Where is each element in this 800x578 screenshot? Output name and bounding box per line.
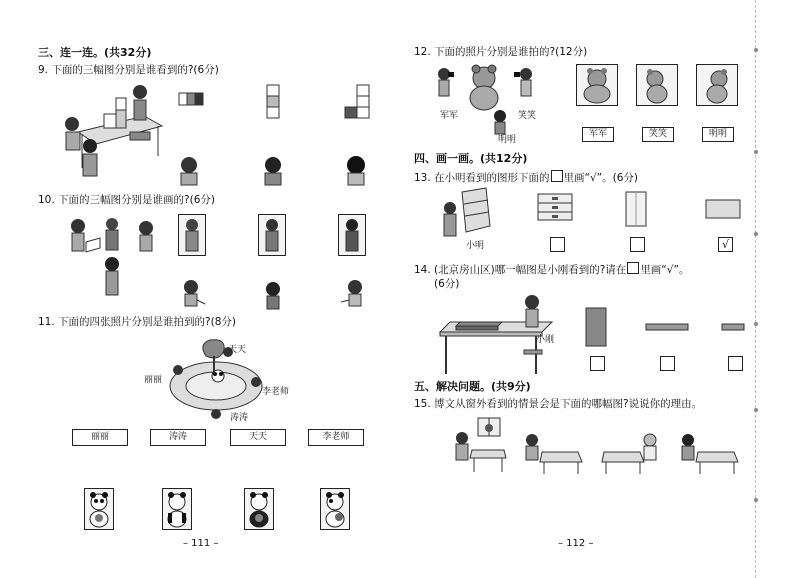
q10-child-drawing-1: [180, 278, 206, 308]
q11-label-tiantian: 天天: [228, 345, 247, 355]
q13-option-cabinet-drawers: [536, 192, 574, 226]
q11-name-box-lili[interactable]: 丽丽: [72, 429, 128, 446]
q13-checkbox-2[interactable]: [630, 237, 645, 252]
q14-text-suffix: 里画“√”。: [640, 264, 690, 276]
binding-margin-line: [755, 0, 756, 578]
q13-checkbox-1[interactable]: [550, 237, 565, 252]
q13-text-suffix: 里画“√”。(6分): [563, 172, 638, 184]
q10-picture-3: [338, 214, 366, 256]
section5-title: 五、解决问题。(共9分): [414, 380, 531, 393]
q15-scene-window: [448, 414, 508, 476]
q12-name-box-xiaoxiao[interactable]: 笑笑: [642, 127, 674, 142]
binding-dot: [754, 150, 758, 154]
q12-photo-bear-front: [576, 64, 618, 106]
q11-photo-panda-3: [244, 488, 274, 530]
q14-points: (6分): [434, 278, 460, 290]
q10-picture-1: [178, 214, 206, 256]
q12-photo-bear-side: [636, 64, 678, 106]
q14-option-tall-rect: [584, 306, 608, 348]
q12-name-box-mingming[interactable]: 明明: [702, 127, 734, 142]
q14-checkbox-3[interactable]: [728, 356, 743, 371]
q13-option-cabinet-side: [624, 190, 648, 230]
q11-name-box-taotao[interactable]: 涛涛: [150, 429, 206, 446]
q12-text: 12. 下面的照片分别是谁拍的?(12分): [414, 46, 588, 58]
q9-view-b: [266, 84, 280, 120]
q12-photo-bear-back: [696, 64, 738, 106]
q12-label-junjun: 军军: [440, 111, 459, 121]
q14-label-xiaogang: 小刚: [536, 335, 555, 345]
q9-children-table-scene: [58, 80, 170, 188]
q11-photo-panda-4: [320, 488, 350, 530]
q10-drawing-scene: [66, 214, 162, 298]
q11-label-teacher-li: 李老师: [262, 387, 290, 397]
q10-text: 10. 下面的三幅图分别是谁画的?(6分): [38, 194, 215, 206]
q14-option-wide-bar: [644, 322, 690, 332]
q15-option-3: [676, 430, 740, 476]
q13-checkbox-3[interactable]: √: [718, 237, 733, 252]
binding-dot: [754, 322, 758, 326]
q13-option-cabinet-top: [704, 198, 742, 222]
binding-dot: [754, 408, 758, 412]
q15-text: 15. 博文从窗外看到的情景会是下面的哪幅图?说说你的理由。: [414, 398, 703, 410]
q11-name-box-tiantian[interactable]: 天天: [230, 429, 286, 446]
q10-picture-2: [258, 214, 286, 256]
right-page: [400, 0, 800, 578]
q10-child-drawing-3: [340, 278, 366, 308]
q14-text: [414, 262, 689, 277]
q13-text-prefix: 13. 在小明看到的图形下面的: [414, 172, 550, 184]
q9-child-3: [344, 156, 368, 186]
q9-view-c: [344, 84, 370, 120]
q9-child-2: [262, 156, 284, 186]
q11-name-box-teacher-li[interactable]: 李老师: [308, 429, 364, 446]
binding-dot: [754, 232, 758, 236]
q15-option-1: [520, 430, 584, 476]
q15-option-2: [600, 430, 664, 476]
q11-photo-panda-2: [162, 488, 192, 530]
q9-text: 9. 下面的三幅图分别是谁看到的?(6分): [38, 64, 219, 76]
q14-checkbox-2[interactable]: [660, 356, 675, 371]
section4-title: 四、画一画。(共12分): [414, 152, 528, 165]
binding-dot: [754, 48, 758, 52]
binding-dot: [754, 498, 758, 502]
q11-label-taotao: 涛涛: [230, 413, 249, 423]
q13-label-xiaoming: 小明: [466, 241, 485, 251]
q13-text: [414, 170, 638, 185]
right-page-number: – 112 –: [558, 538, 594, 549]
q14-option-short-bar: [720, 322, 746, 332]
q9-child-1: [178, 156, 200, 186]
q11-park-scene: [158, 334, 268, 422]
q12-bear-photographers-scene: [436, 64, 544, 136]
q14-text-prefix: 14. (北京房山区)哪一幅图是小刚看到的?请在: [414, 264, 627, 276]
q11-text: 11. 下面的四张照片分别是谁拍到的?(8分): [38, 316, 236, 328]
q12-label-mingming: 明明: [498, 135, 517, 145]
q14-checkbox-1[interactable]: [590, 356, 605, 371]
q12-label-xiaoxiao: 笑笑: [518, 111, 537, 121]
q13-inline-box-icon: [551, 170, 563, 182]
q9-view-a: [178, 92, 204, 106]
q11-label-lili: 丽丽: [144, 375, 163, 385]
q10-child-drawing-2: [262, 280, 284, 310]
q14-inline-box-icon: [627, 262, 639, 274]
q12-name-box-junjun[interactable]: 军军: [582, 127, 614, 142]
section3-title: 三、连一连。(共32分): [38, 46, 152, 59]
q11-photo-panda-1: [84, 488, 114, 530]
left-page-number: – 111 –: [183, 538, 219, 549]
